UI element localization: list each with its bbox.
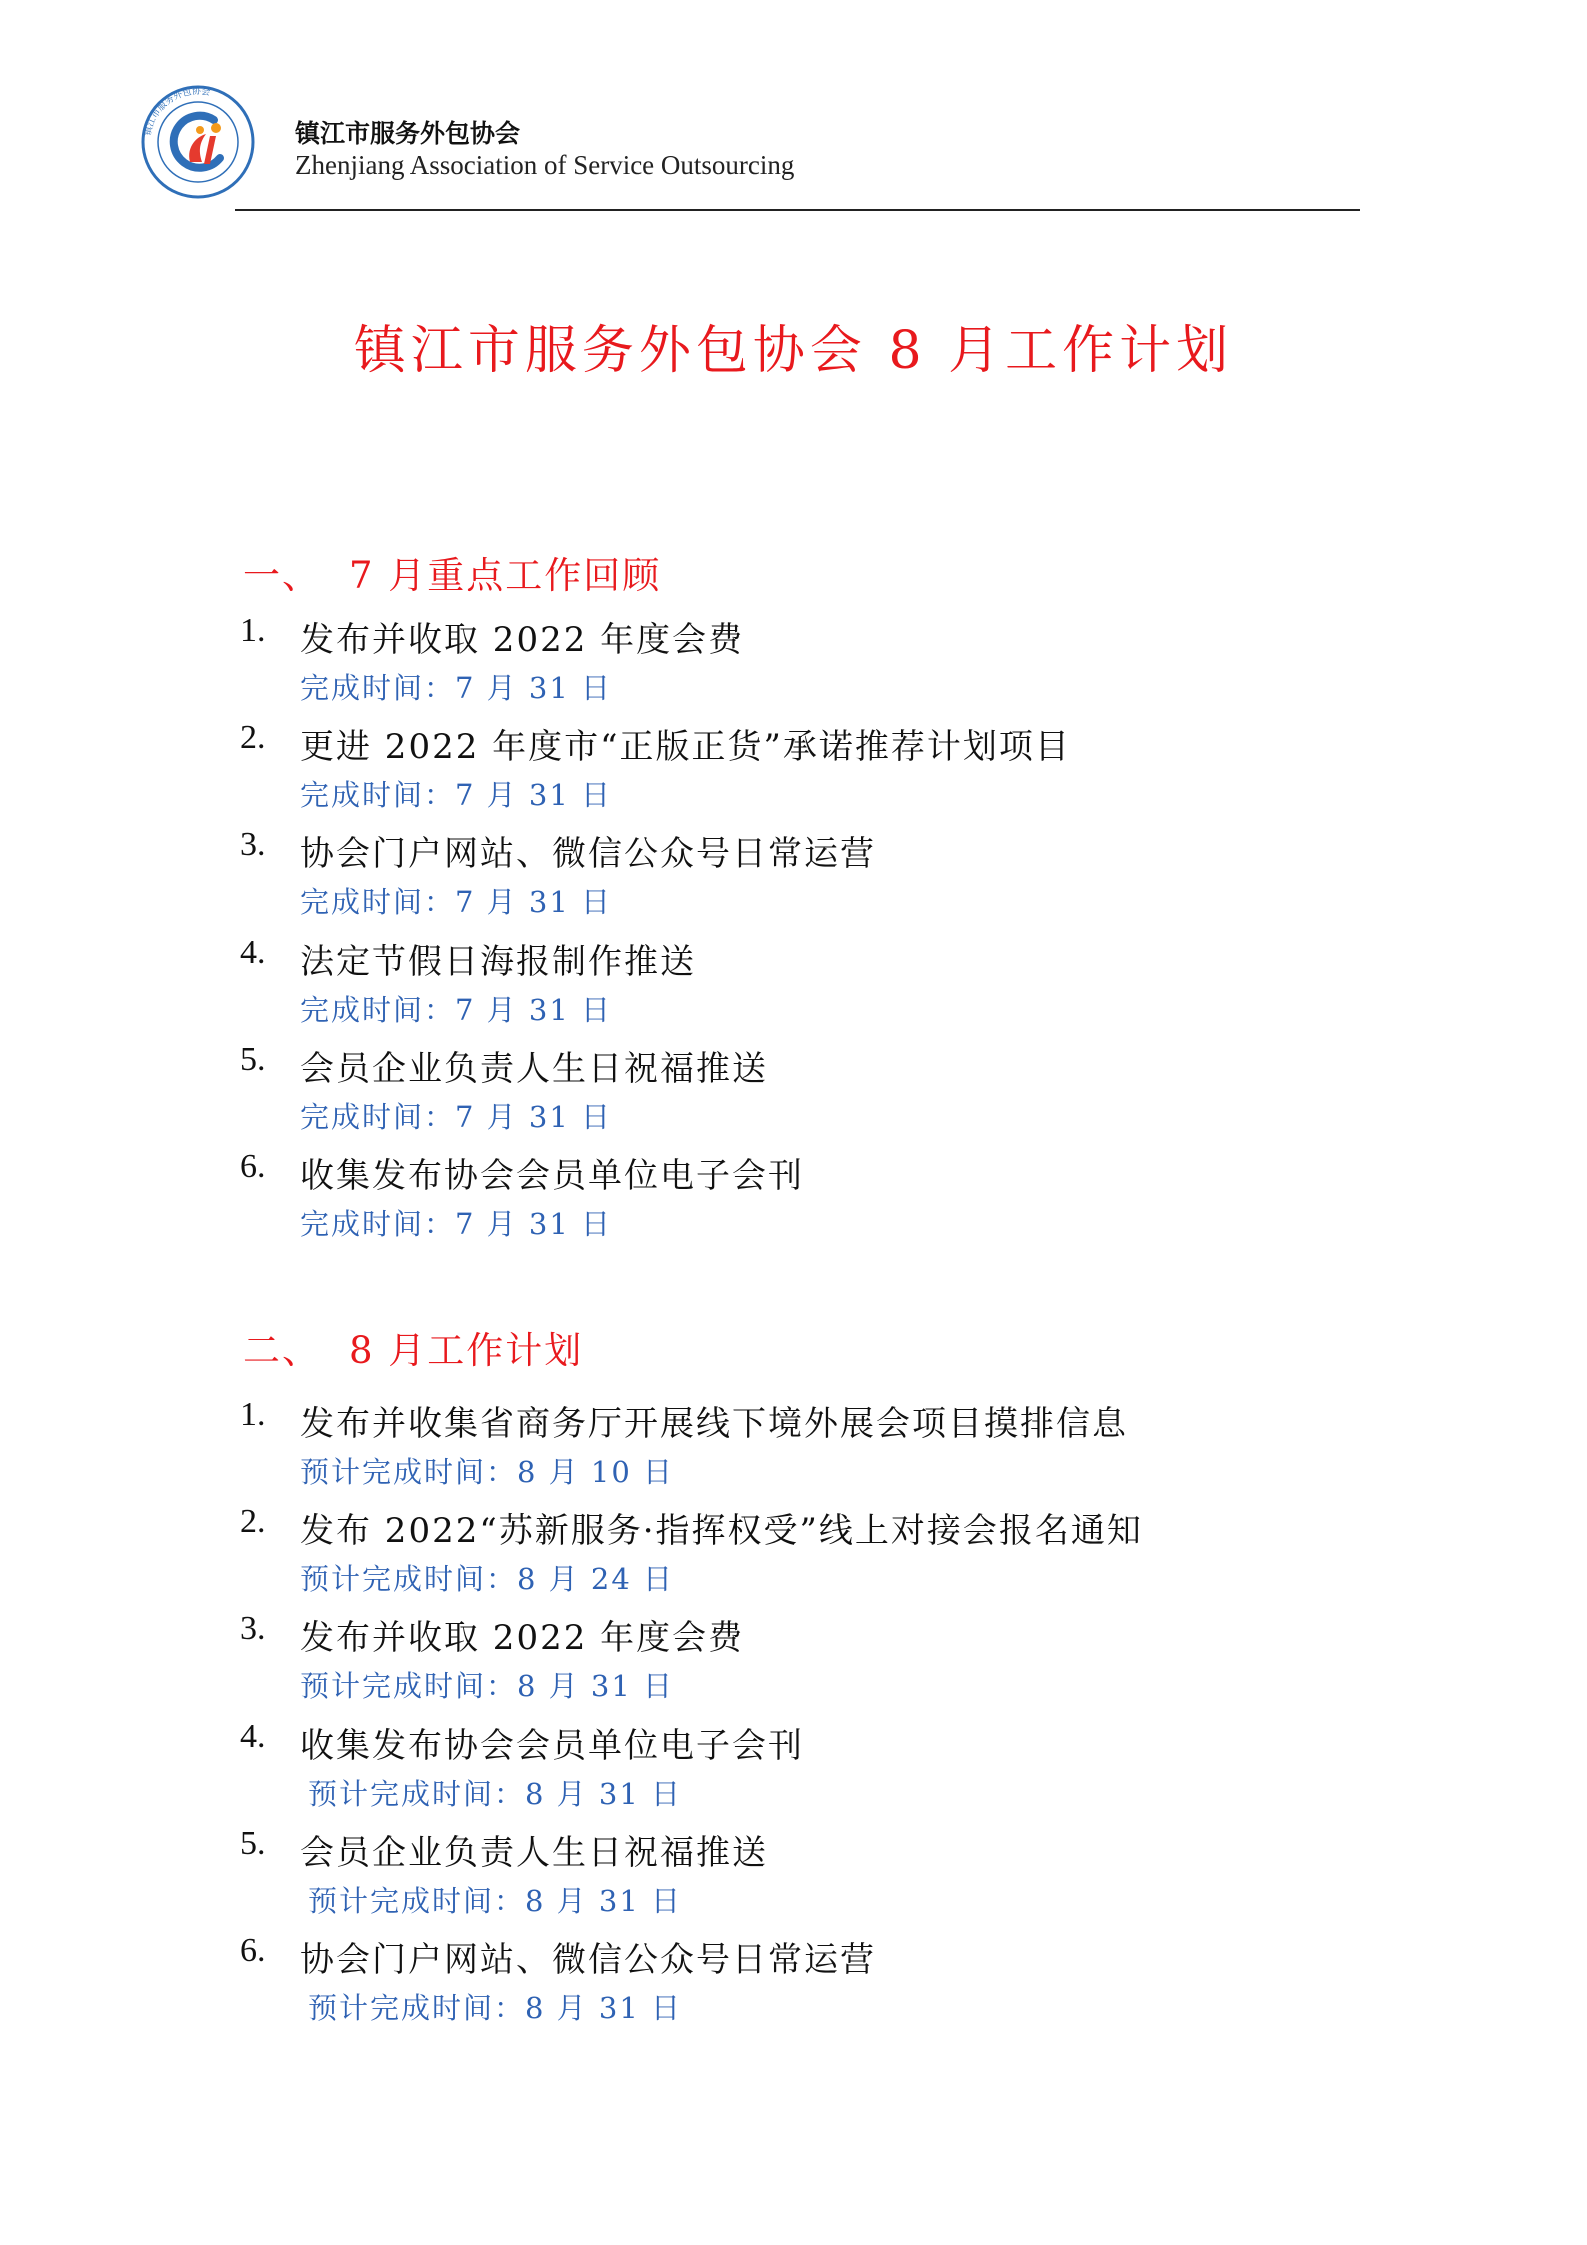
item-number: 5.	[240, 1825, 266, 1862]
item-due-date: 预计完成时间：8 月 31 日	[308, 1777, 683, 1811]
item-text: 收集发布协会会员单位电子会刊	[300, 1726, 804, 1766]
section-title: 7 月重点工作回顾	[349, 554, 662, 597]
item-due-date: 完成时间：7 月 31 日	[300, 885, 613, 919]
item-text: 发布并收取 2022 年度会费	[300, 1618, 745, 1658]
item-number: 3.	[240, 826, 266, 863]
item-number: 1.	[240, 1396, 266, 1433]
item-number: 3.	[240, 1610, 266, 1647]
list-item	[0, 1718, 1587, 1828]
section-heading-august-plan	[243, 1320, 583, 1374]
item-number: 2.	[240, 719, 266, 756]
header-divider	[235, 209, 1360, 211]
item-number: 1.	[240, 612, 266, 649]
section-number: 一、	[243, 554, 321, 597]
item-text: 协会门户网站、微信公众号日常运营	[300, 1940, 876, 1980]
item-text: 会员企业负责人生日祝福推送	[300, 1833, 768, 1873]
item-text: 发布并收取 2022 年度会费	[300, 620, 745, 660]
item-text: 会员企业负责人生日祝福推送	[300, 1049, 768, 1089]
list-item	[0, 1825, 1587, 1935]
section-number: 二、	[243, 1329, 321, 1372]
section-heading-july-review	[243, 545, 661, 599]
document-title: 镇江市服务外包协会 8 月工作计划	[353, 321, 1234, 381]
item-text: 更进 2022 年度市“正版正货”承诺推荐计划项目	[300, 727, 1071, 767]
logo-ring-text: 镇江市服务外包协会	[143, 86, 211, 137]
item-number: 4.	[240, 934, 266, 971]
org-name-cn: 镇江市服务外包协会	[295, 119, 521, 148]
list-item	[0, 934, 1587, 1044]
association-logo-icon	[140, 84, 256, 200]
item-number: 5.	[240, 1041, 266, 1078]
letterhead	[140, 78, 1360, 210]
item-due-date: 预计完成时间：8 月 31 日	[308, 1884, 683, 1918]
list-item	[0, 1610, 1587, 1720]
item-text: 收集发布协会会员单位电子会刊	[300, 1156, 804, 1196]
item-text: 协会门户网站、微信公众号日常运营	[300, 834, 876, 874]
list-item	[0, 612, 1587, 722]
item-number: 4.	[240, 1718, 266, 1755]
list-item	[0, 1503, 1587, 1613]
org-name-en: Zhenjiang Association of Service Outsourcing	[295, 150, 795, 180]
list-item	[0, 1148, 1587, 1258]
item-due-date: 预计完成时间：8 月 31 日	[300, 1669, 675, 1703]
item-due-date: 完成时间：7 月 31 日	[300, 993, 613, 1027]
list-item	[0, 1396, 1587, 1506]
item-text: 发布并收集省商务厅开展线下境外展会项目摸排信息	[300, 1404, 1128, 1444]
item-due-date: 预计完成时间：8 月 24 日	[300, 1562, 675, 1596]
item-due-date: 预计完成时间：8 月 31 日	[308, 1991, 683, 2025]
list-item	[0, 719, 1587, 829]
item-number: 2.	[240, 1503, 266, 1540]
item-text: 发布 2022“苏新服务·指挥权受”线上对接会报名通知	[300, 1511, 1143, 1551]
section-title: 8 月工作计划	[349, 1329, 584, 1372]
item-due-date: 完成时间：7 月 31 日	[300, 671, 613, 705]
item-due-date: 完成时间：7 月 31 日	[300, 1100, 613, 1134]
list-item	[0, 1041, 1587, 1151]
item-due-date: 完成时间：7 月 31 日	[300, 778, 613, 812]
list-item	[0, 826, 1587, 936]
item-due-date: 完成时间：7 月 31 日	[300, 1207, 613, 1241]
item-due-date: 预计完成时间：8 月 10 日	[300, 1455, 675, 1489]
item-number: 6.	[240, 1932, 266, 1969]
list-item	[0, 1932, 1587, 2042]
item-text: 法定节假日海报制作推送	[300, 942, 696, 982]
item-number: 6.	[240, 1148, 266, 1185]
